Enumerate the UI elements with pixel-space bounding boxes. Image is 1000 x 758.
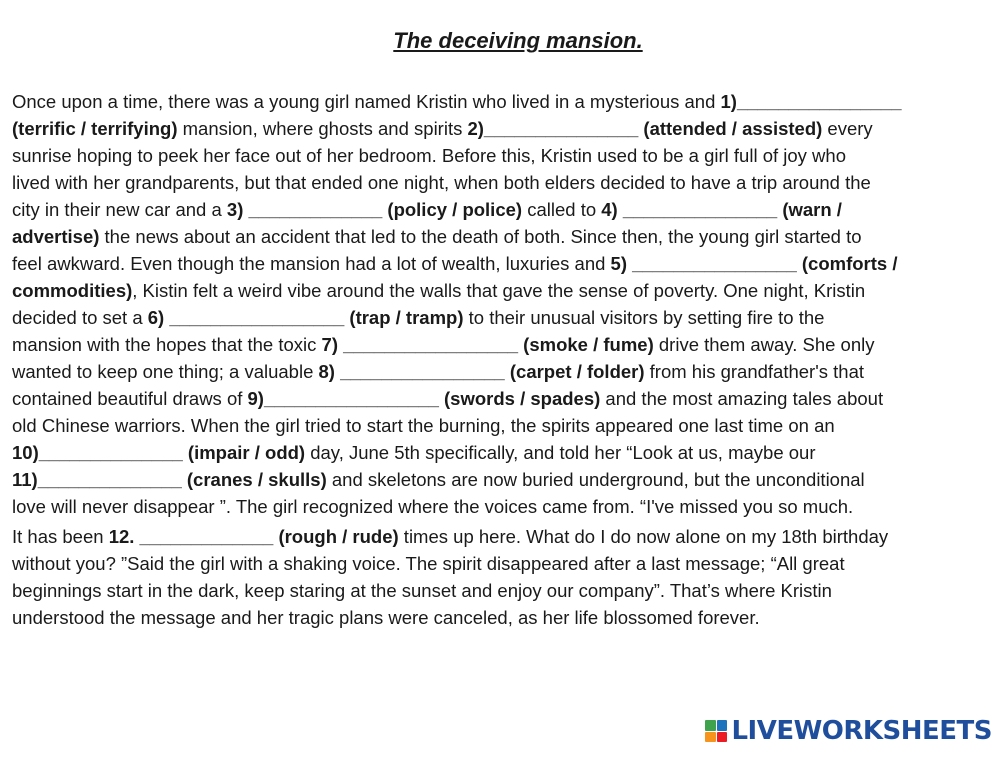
liveworksheets-logo[interactable] <box>705 716 992 746</box>
story-line <box>12 358 994 385</box>
bold-segment: 3) _____________ (policy / police) <box>226 199 523 220</box>
text-segment: and the most amazing tales about <box>600 388 884 409</box>
bold-segment: 10)______________ (impair / odd) <box>12 442 306 463</box>
story-line <box>12 88 994 115</box>
text-segment: from his grandfather's that <box>644 361 865 382</box>
story-line <box>12 223 994 250</box>
story-line <box>12 115 994 142</box>
text-segment: every <box>822 118 873 139</box>
bold-segment: commodities) <box>12 280 133 301</box>
text-segment: day, June 5th specifically, and told her “Look at us, maybe our <box>305 442 816 463</box>
logo-text: LIVEWORKSHEETS <box>731 716 992 746</box>
text-segment: the news about an accident that led to the death of both. Since then, the young girl started to <box>99 226 862 247</box>
story-line <box>12 550 994 577</box>
text-segment: to their unusual visitors by setting fire to the <box>463 307 825 328</box>
bold-segment: 6) _________________ (trap / tramp) <box>147 307 464 328</box>
story-line <box>12 466 994 493</box>
bold-segment: 12. _____________ (rough / rude) <box>108 526 399 547</box>
bold-segment: 9)_________________ (swords / spades) <box>247 388 601 409</box>
text-segment: lived with her grandparents, but that ended one night, when both elders decided to have a trip around the <box>12 172 871 193</box>
story-line <box>12 493 994 520</box>
text-segment: drive them away. She only <box>653 334 875 355</box>
story-line <box>12 277 994 304</box>
text-segment: understood the message and her tragic plans were canceled, as her life blossomed forever. <box>12 607 760 628</box>
bold-segment: 8) ________________ (carpet / folder) <box>318 361 645 382</box>
story-line <box>12 385 994 412</box>
story-line <box>12 169 994 196</box>
text-segment: , Kistin felt a weird vibe around the walls that gave the sense of poverty. One night, Kristin <box>132 280 866 301</box>
text-segment: mansion with the hopes that the toxic <box>12 334 322 355</box>
text-segment: wanted to keep one thing; a valuable <box>12 361 319 382</box>
bold-segment: 4) _______________ (warn / <box>601 199 842 220</box>
bold-segment: 1)________________ <box>720 91 902 112</box>
text-segment: decided to set a <box>12 307 148 328</box>
story-line <box>12 439 994 466</box>
text-segment: called to <box>522 199 602 220</box>
story-paragraph <box>12 88 994 631</box>
bold-segment: 7) _________________ (smoke / fume) <box>321 334 654 355</box>
bold-segment: (terrific / terrifying) <box>12 118 178 139</box>
story-line <box>12 604 994 631</box>
text-segment: love will never disappear ”. The girl recognized where the voices came from. “I've missed you so much. <box>12 496 854 517</box>
bold-segment: 5) ________________ (comforts / <box>610 253 898 274</box>
text-segment: feel awkward. Even though the mansion had a lot of wealth, luxuries and <box>12 253 611 274</box>
bold-segment: advertise) <box>12 226 100 247</box>
story-line <box>12 142 994 169</box>
bold-segment: 2)_______________ (attended / assisted) <box>467 118 823 139</box>
text-segment: It has been <box>12 526 109 547</box>
worksheet-title: The deceiving mansion. <box>393 28 643 53</box>
story-line <box>12 412 994 439</box>
text-segment: without you? ”Said the girl with a shaking voice. The spirit disappeared after a last message; “All great <box>12 553 845 574</box>
story-line <box>12 523 994 550</box>
text-segment: sunrise hoping to peek her face out of her bedroom. Before this, Kristin used to be a girl full of joy who <box>12 145 846 166</box>
text-segment: contained beautiful draws of <box>12 388 248 409</box>
story-line <box>12 331 994 358</box>
text-segment: times up here. What do I do now alone on my 18th birthday <box>398 526 889 547</box>
story-line <box>12 196 994 223</box>
text-segment: old Chinese warriors. When the girl tried to start the burning, the spirits appeared one last time on an <box>12 415 835 436</box>
bold-segment: 11)______________ (cranes / skulls) <box>12 469 327 490</box>
text-segment: mansion, where ghosts and spirits <box>177 118 468 139</box>
text-segment: beginnings start in the dark, keep staring at the sunset and enjoy our company”. That’s where Kristin <box>12 580 832 601</box>
story-line <box>12 577 994 604</box>
liveworksheets-logo-icon <box>705 720 727 742</box>
story-line <box>12 250 994 277</box>
text-segment: city in their new car and a <box>12 199 227 220</box>
text-segment: and skeletons are now buried underground, but the unconditional <box>326 469 865 490</box>
story-line <box>12 304 994 331</box>
text-segment: Once upon a time, there was a young girl named Kristin who lived in a mysterious and <box>12 91 721 112</box>
